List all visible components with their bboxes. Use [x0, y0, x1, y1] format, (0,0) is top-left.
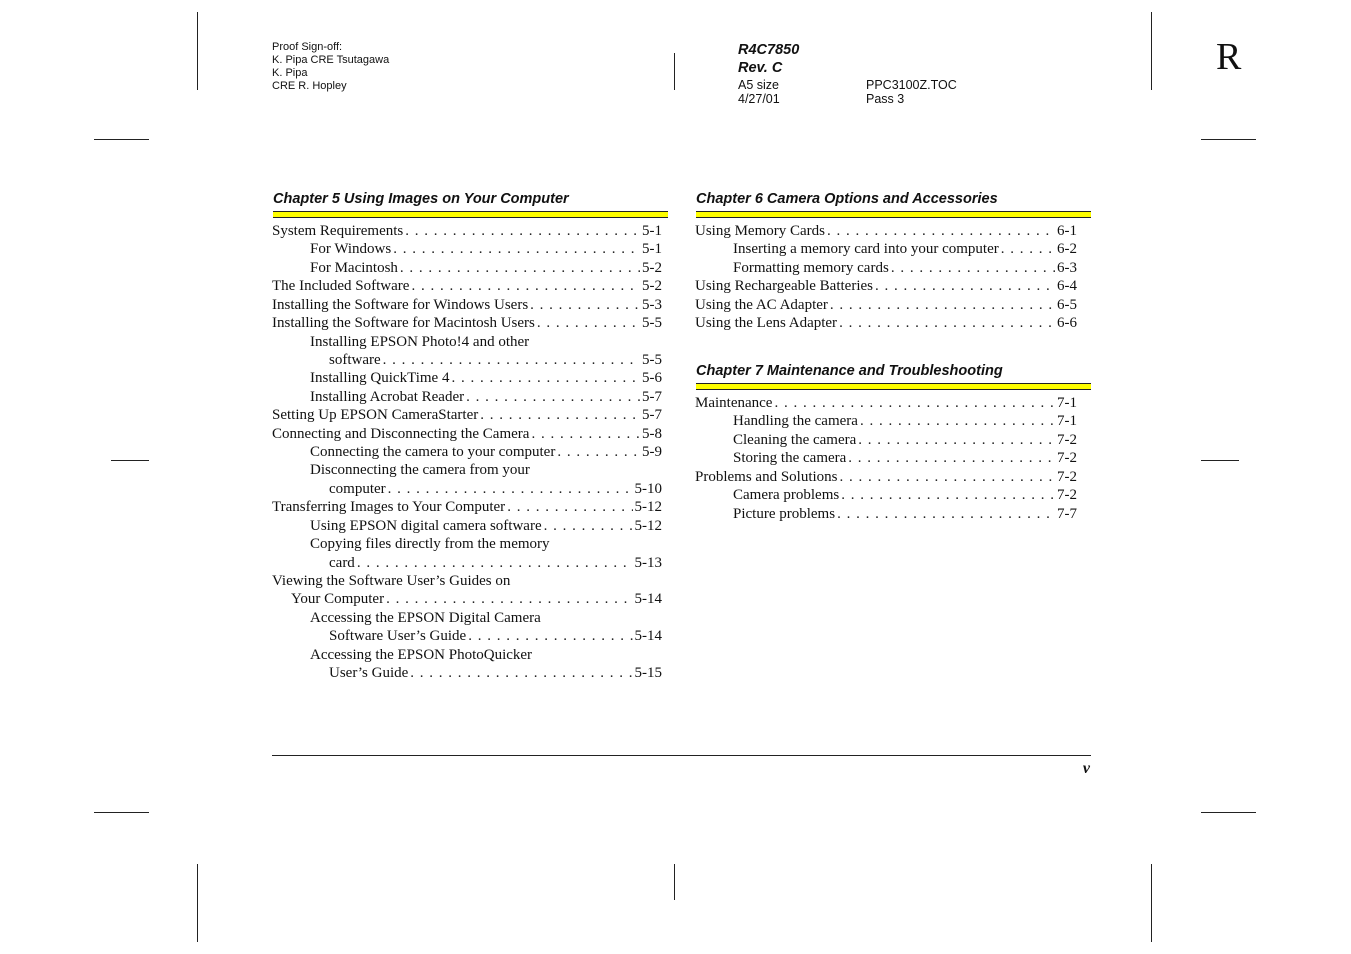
- toc-leader-dots: [451, 369, 640, 387]
- crop-mark: [674, 864, 675, 900]
- chapter-6-title: Chapter 6 Camera Options and Accessories: [696, 191, 998, 207]
- toc-entry-label: Setting Up EPSON CameraStarter: [272, 407, 479, 424]
- document-code: R4C7850: [738, 42, 800, 58]
- toc-leader-dots: [388, 480, 633, 498]
- toc-entry-label: User’s Guide: [329, 665, 409, 682]
- toc-entry: [272, 388, 662, 406]
- toc-entry-page: 5-14: [634, 591, 662, 608]
- toc-entry: [695, 314, 1077, 332]
- proof-line: K. Pipa: [272, 67, 308, 79]
- toc-entry: [272, 627, 662, 645]
- document-code-block: [738, 41, 799, 77]
- toc-leader-dots: [400, 259, 640, 277]
- toc-leader-dots: [530, 296, 640, 314]
- toc-leader-dots: [386, 590, 632, 608]
- crop-mark: [1201, 460, 1239, 461]
- page-number: v: [1082, 760, 1090, 777]
- toc-entry-label: Maintenance: [695, 395, 773, 411]
- toc-entry-label: Installing QuickTime 4: [310, 370, 450, 387]
- toc-entry: [272, 369, 662, 387]
- toc-entry: [272, 461, 662, 479]
- crop-mark: [94, 812, 149, 813]
- toc-entry-page: 5-12: [634, 499, 662, 516]
- footer-rule: [272, 755, 1091, 756]
- toc-entry: [272, 240, 662, 258]
- toc-entry: [695, 240, 1077, 258]
- toc-leader-dots: [860, 412, 1055, 430]
- toc-entry-page: 7-2: [1057, 431, 1077, 448]
- toc-entry: [695, 486, 1077, 504]
- toc-entry-label: Handling the camera: [733, 413, 858, 430]
- toc-entry: [695, 431, 1077, 449]
- toc-leader-dots: [839, 314, 1055, 332]
- toc-entry-page: 6-2: [1057, 241, 1077, 258]
- toc-entry: [272, 259, 662, 277]
- toc-entry-label: Connecting and Disconnecting the Camera: [272, 425, 530, 442]
- toc-entry-page: 5-12: [634, 517, 662, 534]
- toc-entry-page: 7-1: [1057, 413, 1077, 430]
- proof-line: CRE R. Hopley: [272, 80, 347, 92]
- toc-entry-label: Disconnecting the camera from your: [310, 462, 530, 479]
- toc-entry-label: Accessing the EPSON PhotoQuicker: [310, 646, 533, 663]
- document-revision: Rev. C: [738, 60, 783, 76]
- toc-leader-dots: [830, 296, 1055, 314]
- toc-entry: [272, 572, 662, 590]
- document-date: 4/27/01: [738, 92, 780, 106]
- toc-entry: [272, 314, 662, 332]
- toc-entry: [272, 222, 662, 240]
- crop-mark: [111, 460, 149, 461]
- toc-entry-page: 6-5: [1057, 296, 1077, 313]
- toc-entry-label: System Requirements: [272, 223, 404, 239]
- toc-entry: [695, 449, 1077, 467]
- toc-entry-page: 6-3: [1057, 259, 1077, 276]
- toc-leader-dots: [840, 468, 1055, 486]
- toc-entry: [695, 222, 1077, 240]
- toc-entry-label: Using Memory Cards: [695, 223, 825, 239]
- toc-leader-dots: [837, 505, 1055, 523]
- chapter-7-title: Chapter 7 Maintenance and Troubleshooting: [696, 363, 1003, 379]
- chapter-7-highlight-bar: [696, 383, 1091, 390]
- toc-entry-label: Software User’s Guide: [329, 628, 467, 645]
- toc-entry: [695, 394, 1077, 412]
- toc-entry: [272, 406, 662, 424]
- proof-signoff: [272, 41, 389, 93]
- toc-entry-label: The Included Software: [272, 278, 410, 295]
- toc-leader-dots: [357, 554, 633, 572]
- toc-entry-page: 7-2: [1057, 468, 1077, 485]
- toc-leader-dots: [410, 664, 632, 682]
- toc-entry: [272, 590, 662, 608]
- toc-entry-page: 7-2: [1057, 487, 1077, 504]
- toc-entry-label: Formatting memory cards: [733, 259, 889, 276]
- toc-leader-dots: [557, 443, 640, 461]
- toc-entry-page: 5-5: [642, 351, 662, 368]
- toc-leader-dots: [383, 351, 640, 369]
- toc-leader-dots: [858, 431, 1055, 449]
- toc-entry-label: Using EPSON digital camera software: [310, 517, 542, 534]
- chapter-5-title: Chapter 5 Using Images on Your Computer: [273, 191, 569, 207]
- crop-mark: [197, 12, 198, 90]
- chapter-6-toc: [695, 222, 1077, 333]
- pass-number: Pass 3: [866, 92, 905, 106]
- toc-entry-page: 5-15: [634, 665, 662, 682]
- toc-entry-page: 5-3: [642, 296, 662, 313]
- toc-entry: [272, 646, 662, 664]
- toc-entry-page: 5-2: [642, 278, 662, 295]
- toc-entry-label: For Macintosh: [310, 259, 398, 276]
- toc-entry: [272, 609, 662, 627]
- toc-entry-label: card: [329, 554, 355, 571]
- toc-entry-page: 6-6: [1057, 315, 1077, 332]
- toc-entry: [272, 277, 662, 295]
- toc-entry: [272, 296, 662, 314]
- toc-entry-label: Inserting a memory card into your computer: [733, 241, 999, 258]
- toc-entry-page: 7-1: [1057, 395, 1077, 411]
- toc-entry-label: Viewing the Software User’s Guides on: [272, 573, 511, 590]
- toc-entry-page: 7-7: [1057, 505, 1077, 522]
- toc-entry-page: 5-6: [642, 370, 662, 387]
- toc-leader-dots: [537, 314, 640, 332]
- chapter-7-toc: [695, 394, 1077, 523]
- crop-mark: [94, 139, 149, 140]
- toc-entry-label: Camera problems: [733, 487, 840, 504]
- toc-entry-label: software: [329, 351, 381, 368]
- file-name: PPC3100Z.TOC: [866, 78, 957, 92]
- toc-entry: [272, 333, 662, 351]
- toc-entry-label: Picture problems: [733, 505, 836, 522]
- toc-entry-label: Installing the Software for Macintosh Users: [272, 315, 535, 332]
- toc-entry: [272, 498, 662, 516]
- crop-mark: [674, 53, 675, 90]
- toc-entry: [695, 412, 1077, 430]
- toc-entry: [695, 505, 1077, 523]
- page-size: A5 size: [738, 78, 779, 92]
- toc-entry-label: Copying files directly from the memory: [310, 536, 550, 553]
- toc-entry-label: Using Rechargeable Batteries: [695, 278, 873, 295]
- proof-line: Proof Sign-off:: [272, 41, 343, 53]
- toc-entry: [272, 351, 662, 369]
- toc-entry-label: Using the Lens Adapter: [695, 315, 838, 332]
- toc-entry-page: 5-7: [642, 407, 662, 424]
- toc-entry: [272, 480, 662, 498]
- toc-leader-dots: [468, 627, 632, 645]
- toc-entry: [695, 277, 1077, 295]
- crop-mark: [1151, 864, 1152, 942]
- toc-entry-label: computer: [329, 480, 386, 497]
- toc-entry-label: For Windows: [310, 241, 392, 258]
- toc-entry: [695, 259, 1077, 277]
- toc-entry-label: Installing EPSON Photo!4 and other: [310, 333, 530, 350]
- toc-entry-label: Accessing the EPSON Digital Camera: [310, 609, 541, 626]
- toc-entry-page: 5-9: [642, 444, 662, 461]
- toc-entry-label: Installing Acrobat Reader: [310, 388, 465, 405]
- right-page-mark: R: [1216, 36, 1242, 78]
- toc-entry-page: 5-1: [642, 223, 662, 239]
- toc-entry-page: 5-2: [642, 259, 662, 276]
- crop-mark: [1201, 139, 1256, 140]
- toc-entry-page: 5-5: [642, 315, 662, 332]
- toc-leader-dots: [480, 406, 640, 424]
- toc-entry: [272, 517, 662, 535]
- crop-mark: [1151, 12, 1152, 90]
- toc-leader-dots: [405, 222, 640, 240]
- toc-entry: [272, 535, 662, 553]
- toc-entry-page: 5-7: [642, 388, 662, 405]
- toc-entry-page: 5-8: [642, 425, 662, 442]
- toc-entry: [272, 554, 662, 572]
- toc-leader-dots: [411, 277, 640, 295]
- toc-leader-dots: [507, 498, 632, 516]
- chapter-6-highlight-bar: [696, 211, 1091, 218]
- toc-entry-page: 5-13: [634, 554, 662, 571]
- toc-entry-page: 5-14: [634, 628, 662, 645]
- toc-leader-dots: [841, 486, 1055, 504]
- toc-entry: [272, 425, 662, 443]
- toc-entry-page: 6-4: [1057, 278, 1077, 295]
- toc-entry-label: Problems and Solutions: [695, 468, 838, 485]
- toc-entry: [695, 296, 1077, 314]
- toc-entry-page: 5-1: [642, 241, 662, 258]
- toc-leader-dots: [531, 425, 640, 443]
- toc-entry: [272, 664, 662, 682]
- chapter-5-toc: [272, 222, 662, 683]
- crop-mark: [197, 864, 198, 942]
- toc-entry: [272, 443, 662, 461]
- toc-entry-label: Storing the camera: [733, 450, 847, 467]
- toc-leader-dots: [544, 517, 633, 535]
- toc-entry-label: Cleaning the camera: [733, 431, 857, 448]
- toc-leader-dots: [891, 259, 1055, 277]
- toc-entry-label: Installing the Software for Windows Users: [272, 296, 529, 313]
- chapter-5-highlight-bar: [273, 211, 668, 218]
- toc-leader-dots: [827, 222, 1055, 240]
- toc-entry-page: 5-10: [634, 480, 662, 497]
- toc-leader-dots: [774, 394, 1055, 412]
- toc-entry-label: Using the AC Adapter: [695, 296, 828, 313]
- toc-leader-dots: [1001, 240, 1055, 258]
- crop-mark: [1201, 812, 1256, 813]
- toc-entry-label: Your Computer: [291, 591, 385, 608]
- toc-leader-dots: [466, 388, 640, 406]
- toc-entry-page: 6-1: [1057, 223, 1077, 239]
- toc-entry: [695, 468, 1077, 486]
- toc-entry-label: Connecting the camera to your computer: [310, 444, 556, 461]
- toc-leader-dots: [848, 449, 1055, 467]
- toc-entry-label: Transferring Images to Your Computer: [272, 499, 506, 516]
- toc-leader-dots: [393, 240, 640, 258]
- toc-entry-page: 7-2: [1057, 450, 1077, 467]
- proof-line: K. Pipa CRE Tsutagawa: [272, 54, 390, 66]
- toc-leader-dots: [875, 277, 1055, 295]
